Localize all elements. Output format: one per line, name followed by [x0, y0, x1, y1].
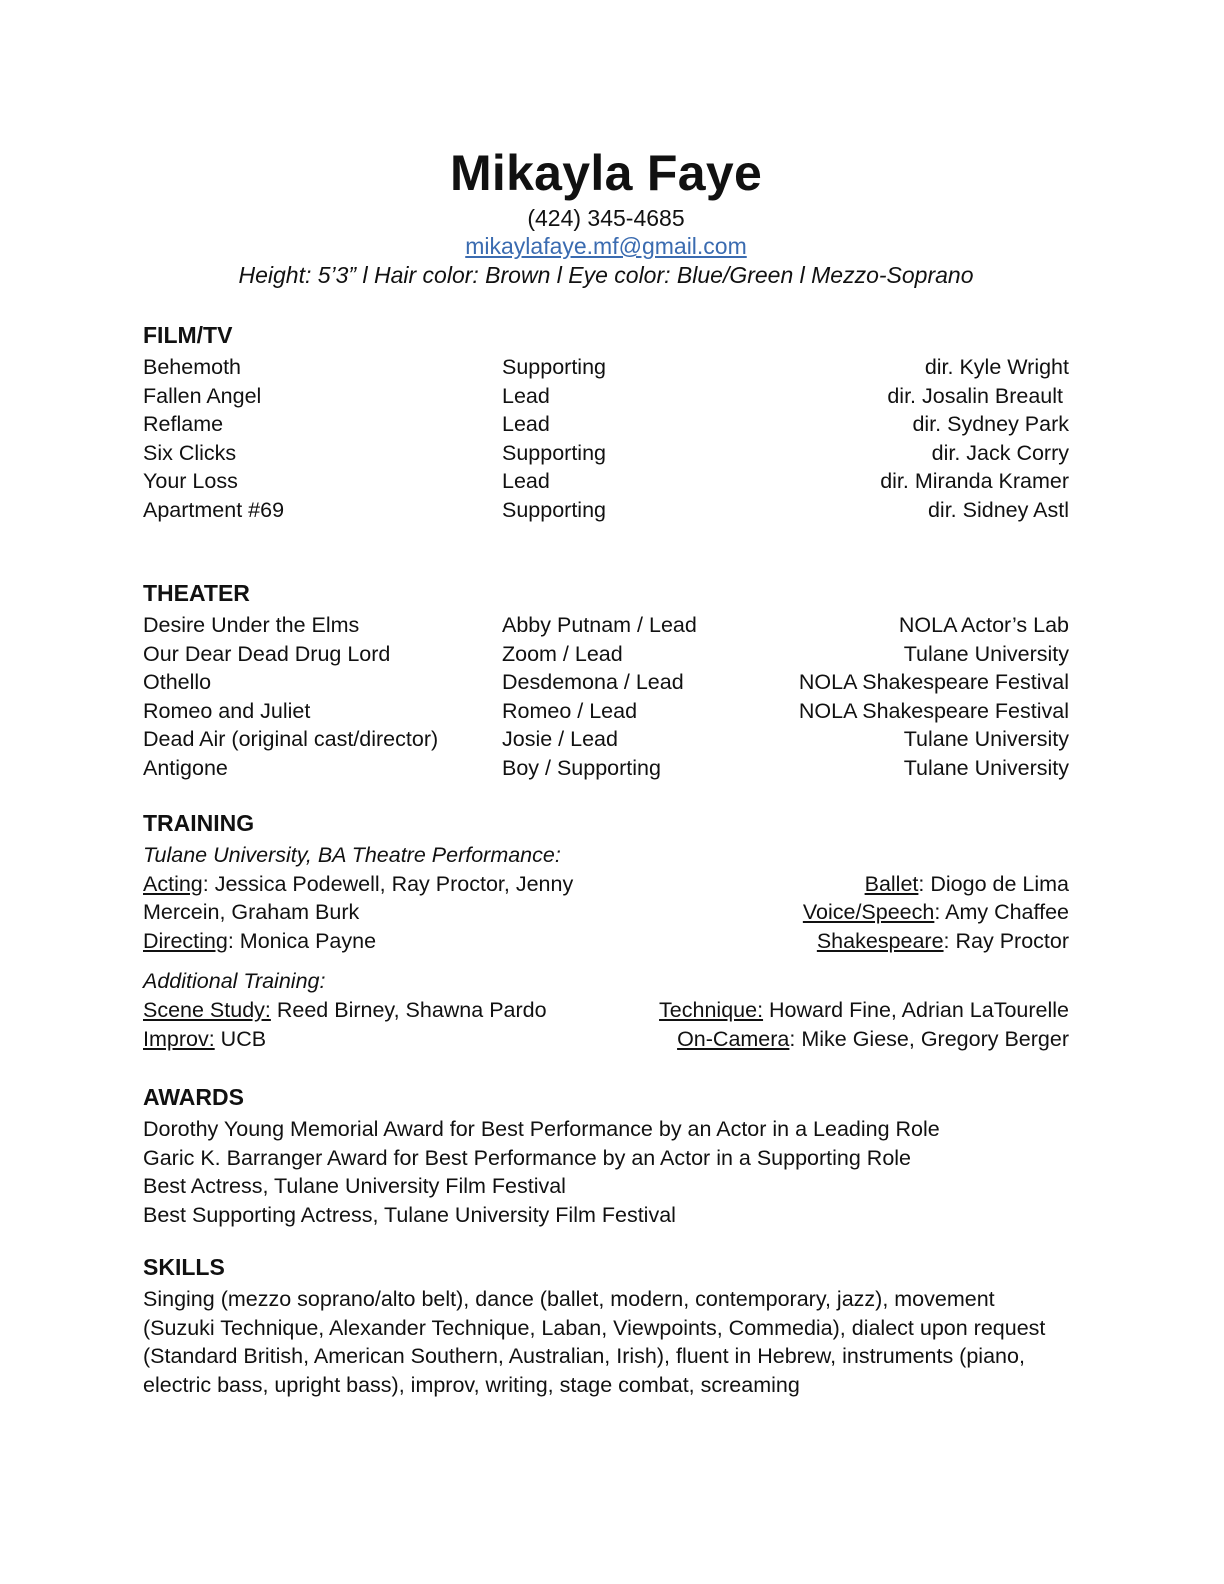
credit-role: Desdemona / Lead	[502, 670, 684, 695]
credit-director: dir. Sidney Astl	[927, 497, 1069, 522]
credit-director: dir. Miranda Kramer	[880, 469, 1069, 494]
acting-value: : Jessica Podewell, Ray Proctor, Jenny	[202, 871, 574, 896]
scene-study-value: Reed Birney, Shawna Pardo	[270, 997, 547, 1022]
credit-project: Othello	[143, 670, 212, 695]
physical-stats: Height: 5’3” l Hair color: Brown l Eye color: Blue/Green l Mezzo-Soprano	[238, 262, 974, 288]
credit-row	[143, 640, 1069, 669]
credit-project: Fallen Angel	[143, 383, 262, 408]
training-row	[143, 996, 1069, 1025]
section-title-skills: SKILLS	[143, 1254, 225, 1280]
skills-line: (Standard British, American Southern, Australian, Irish), fluent in Hebrew, instruments (piano,	[143, 1344, 1025, 1369]
skills-section	[143, 1252, 1069, 1399]
film-tv-section	[143, 320, 1069, 525]
training-technique	[659, 996, 1069, 1025]
training-voice	[803, 898, 1069, 927]
acting-value-continued: Mercein, Graham Burk	[143, 900, 360, 925]
credit-role: Romeo / Lead	[502, 698, 638, 723]
training-row	[143, 927, 1069, 956]
training-section	[143, 808, 1069, 1053]
credit-role: Supporting	[502, 355, 606, 379]
directing-value: : Monica Payne	[227, 928, 377, 953]
credit-row	[143, 611, 1069, 640]
training-scene-study	[143, 996, 547, 1025]
credit-row	[143, 697, 1069, 726]
credit-project: Reflame	[143, 412, 224, 437]
credit-project: Your Loss	[143, 469, 238, 494]
credit-role: Supporting	[502, 440, 606, 465]
training-ballet	[865, 870, 1069, 899]
credit-project: Our Dear Dead Drug Lord	[143, 641, 391, 666]
credit-role: Lead	[502, 469, 550, 494]
skills-line: electric bass, upright bass), improv, writing, stage combat, screaming	[143, 1372, 800, 1397]
award-item: Best Supporting Actress, Tulane University Film Festival	[143, 1202, 676, 1227]
acting-label: Acting	[143, 871, 203, 896]
credit-row	[143, 754, 1069, 783]
credit-venue: NOLA Shakespeare Festival	[798, 698, 1069, 723]
email-link[interactable]: mikaylafaye.mf@gmail.com	[465, 233, 747, 259]
voice-value: : Amy Chaffee	[934, 900, 1069, 925]
on-camera-value: : Mike Giese, Gregory Berger	[789, 1026, 1069, 1051]
training-acting	[143, 870, 573, 899]
credit-role: Abby Putnam / Lead	[502, 613, 697, 637]
section-title-awards: AWARDS	[143, 1084, 244, 1110]
on-camera-label: On-Camera	[677, 1026, 790, 1051]
credit-project: Desire Under the Elms	[143, 613, 360, 637]
credit-row	[143, 353, 1069, 382]
credit-director: dir. Josalin Breault	[887, 383, 1069, 408]
training-improv	[143, 1025, 266, 1054]
section-title-theater: THEATER	[143, 580, 250, 606]
credit-project: Six Clicks	[143, 440, 237, 465]
credit-row	[143, 439, 1069, 468]
award-item: Dorothy Young Memorial Award for Best Performance by an Actor in a Leading Role	[143, 1117, 940, 1141]
credit-row	[143, 382, 1069, 411]
credit-row	[143, 410, 1069, 439]
section-title-film-tv: FILM/TV	[143, 322, 233, 348]
skills-line: (Suzuki Technique, Alexander Technique, Laban, Viewpoints, Commedia), dialect upon request	[143, 1315, 1046, 1340]
voice-label: Voice/Speech	[802, 900, 935, 925]
credit-project: Apartment #69	[143, 497, 285, 522]
training-row	[143, 898, 1069, 927]
credit-role: Supporting	[502, 497, 606, 522]
technique-value: Howard Fine, Adrian LaTourelle	[763, 997, 1069, 1022]
credit-venue: NOLA Actor’s Lab	[898, 613, 1069, 637]
credit-director: dir. Kyle Wright	[924, 355, 1069, 379]
credit-director: dir. Sydney Park	[912, 412, 1069, 437]
credit-project: Romeo and Juliet	[143, 698, 311, 723]
credit-role: Boy / Supporting	[502, 755, 661, 780]
shakespeare-value: : Ray Proctor	[943, 928, 1069, 953]
training-directing	[143, 927, 376, 956]
awards-section	[143, 1082, 1069, 1229]
training-shakespeare	[817, 927, 1069, 956]
shakespeare-label: Shakespeare	[816, 928, 944, 953]
credit-row	[143, 668, 1069, 697]
credit-role: Zoom / Lead	[502, 641, 623, 666]
ballet-value: : Diogo de Lima	[918, 871, 1069, 896]
credit-venue: NOLA Shakespeare Festival	[798, 670, 1069, 695]
scene-study-label: Scene Study:	[143, 997, 271, 1022]
skills-line: Singing (mezzo soprano/alto belt), dance (ballet, modern, contemporary, jazz), movement	[143, 1287, 995, 1311]
improv-value: UCB	[214, 1026, 267, 1051]
additional-training-label: Additional Training:	[143, 969, 326, 994]
credit-project: Behemoth	[143, 355, 242, 379]
training-row	[143, 870, 1069, 899]
training-row	[143, 1025, 1069, 1054]
credit-venue: Tulane University	[903, 727, 1069, 752]
credit-project: Dead Air (original cast/director)	[143, 727, 439, 752]
credit-director: dir. Jack Corry	[931, 440, 1069, 465]
award-item: Garic K. Barranger Award for Best Performance by an Actor in a Supporting Role	[143, 1145, 912, 1170]
actor-name: Mikayla Faye	[449, 145, 763, 201]
credit-row	[143, 725, 1069, 754]
ballet-label: Ballet	[864, 871, 919, 896]
credit-project: Antigone	[143, 755, 228, 780]
training-school: Tulane University, BA Theatre Performance:	[143, 843, 561, 867]
resume-header	[0, 142, 1212, 290]
credit-venue: Tulane University	[903, 641, 1069, 666]
technique-label: Technique:	[659, 997, 764, 1022]
directing-label: Directing	[143, 928, 228, 953]
improv-label: Improv:	[143, 1026, 215, 1051]
credit-row	[143, 467, 1069, 496]
credit-role: Lead	[502, 383, 550, 408]
credit-venue: Tulane University	[903, 755, 1069, 780]
training-on-camera	[677, 1025, 1069, 1054]
credit-row	[143, 496, 1069, 525]
credit-role: Josie / Lead	[502, 727, 618, 752]
phone-number: (424) 345-4685	[527, 205, 685, 231]
award-item: Best Actress, Tulane University Film Festival	[143, 1174, 566, 1199]
theater-section	[143, 578, 1069, 783]
section-title-training: TRAINING	[143, 810, 255, 836]
credit-role: Lead	[502, 412, 550, 437]
